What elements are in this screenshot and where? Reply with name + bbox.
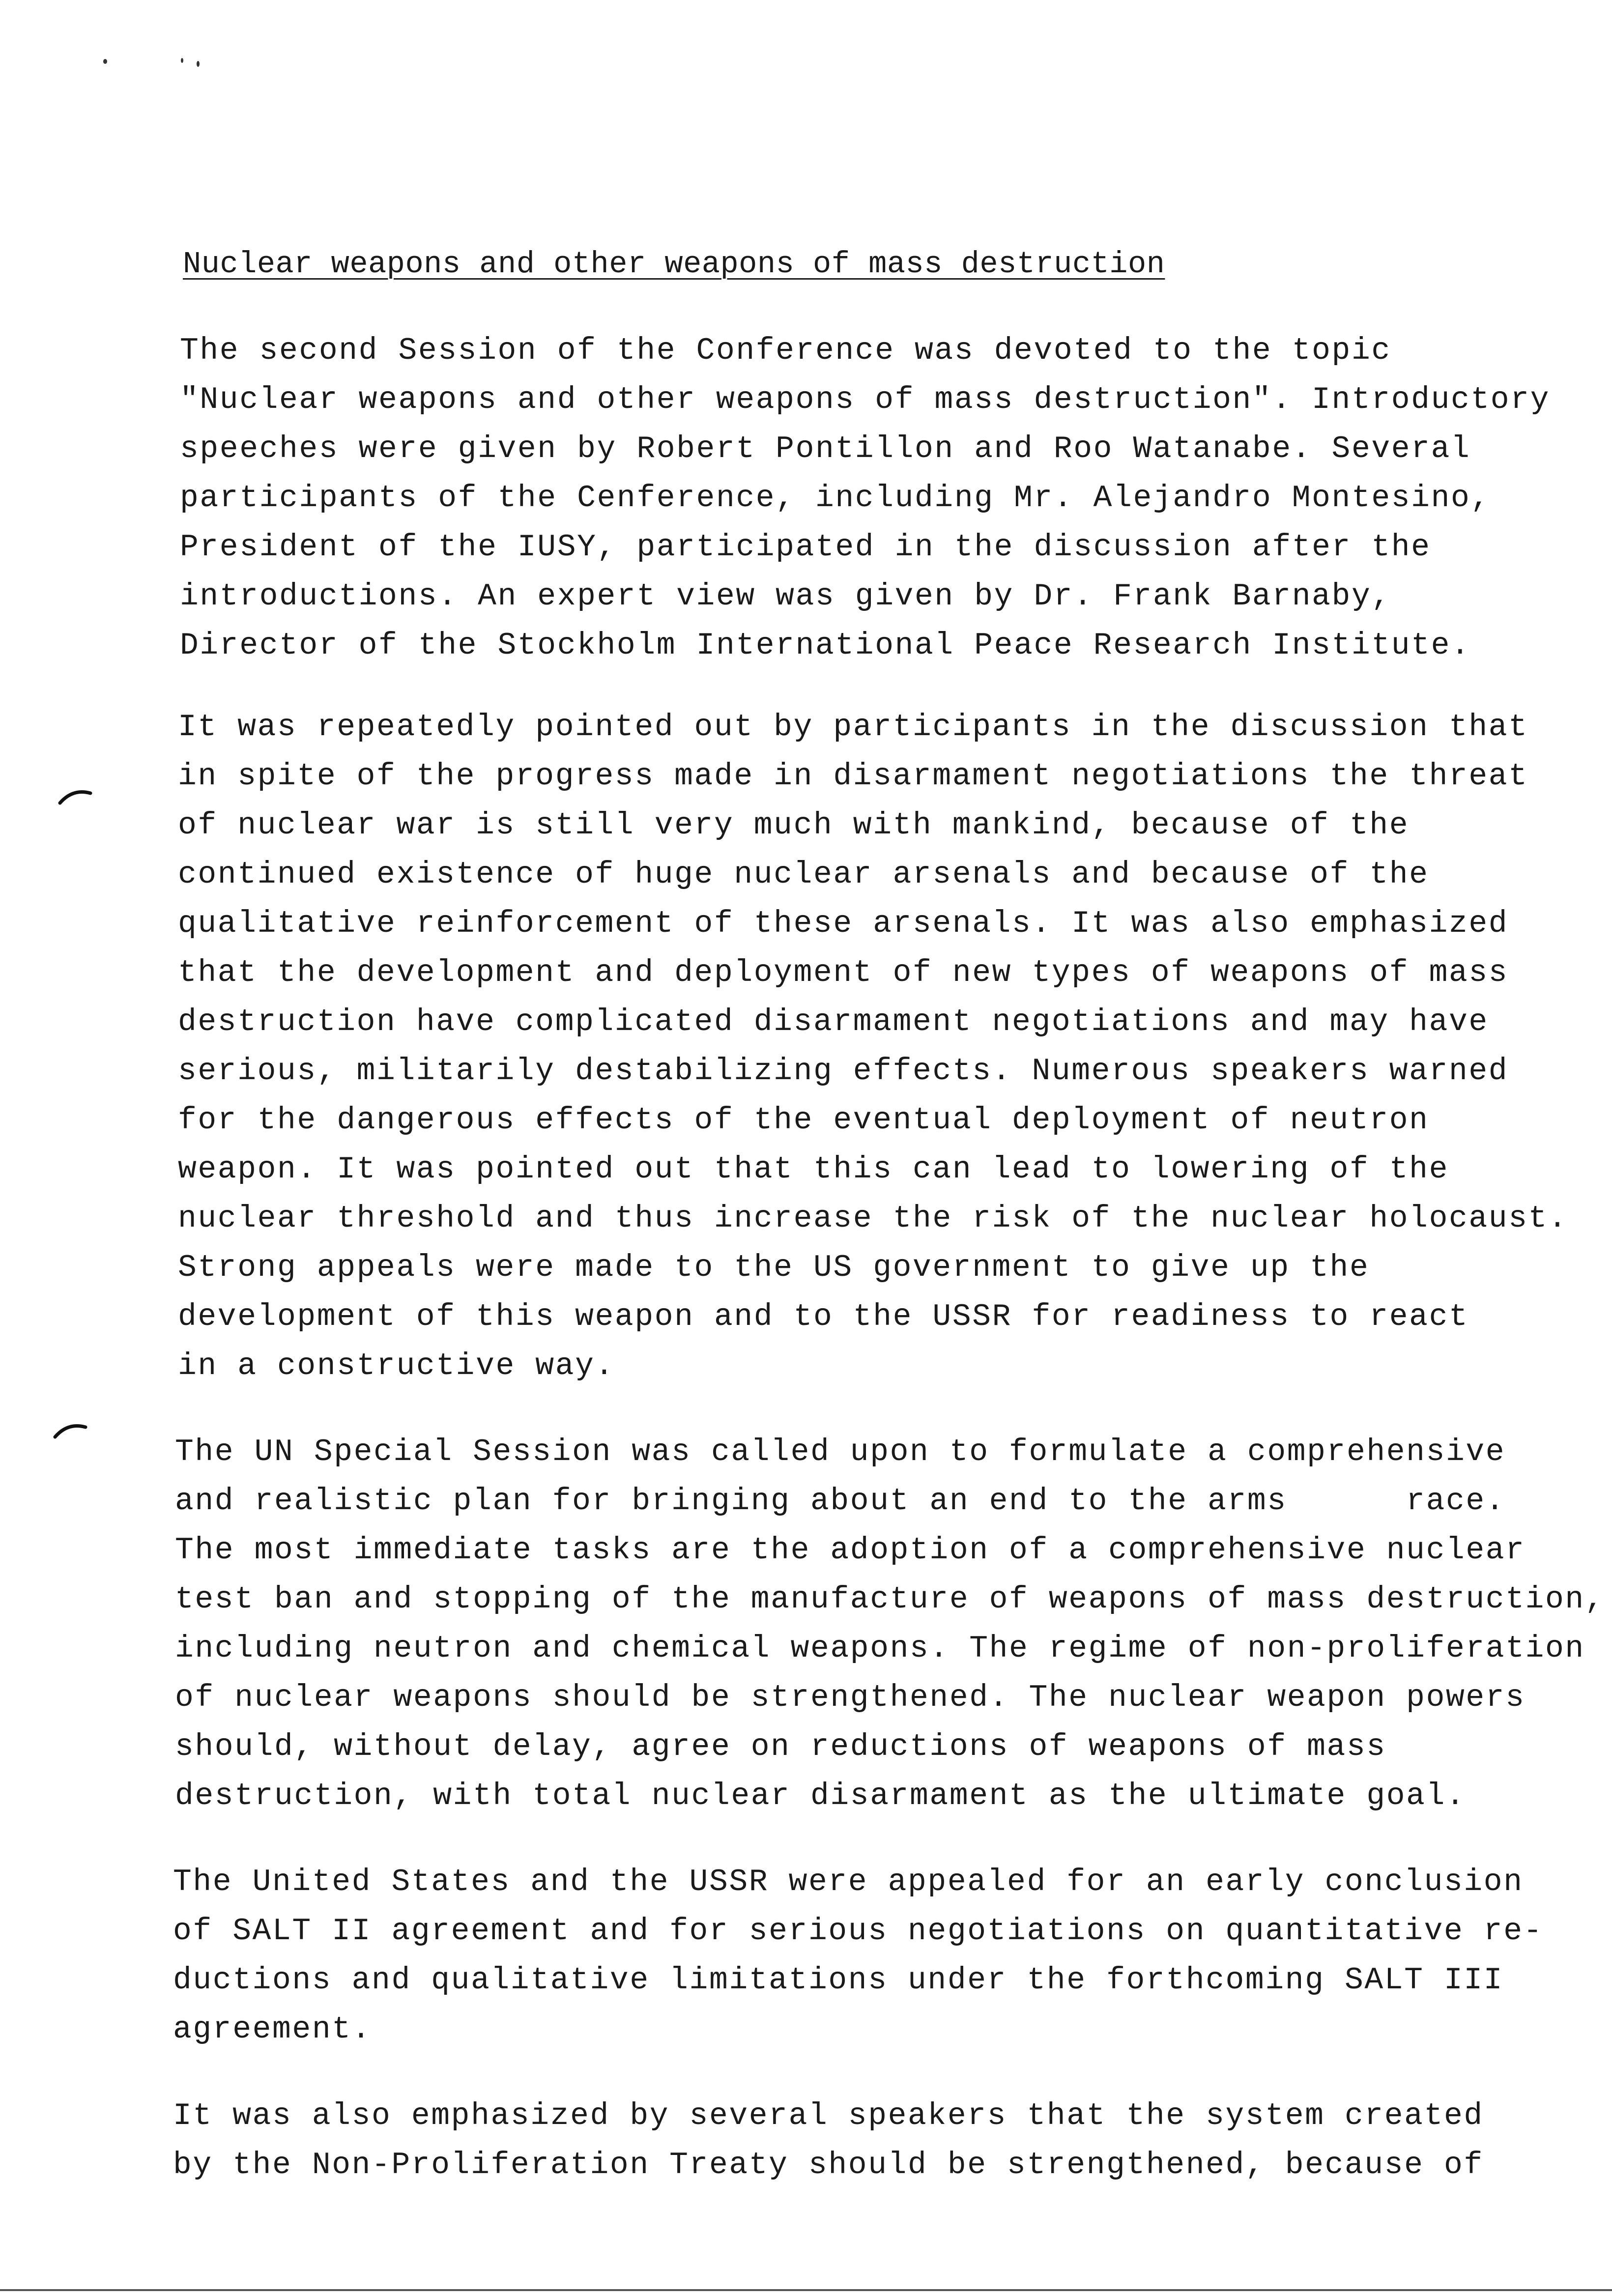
document-heading: Nuclear weapons and other weapons of mass destruction <box>183 247 1165 282</box>
text-line: qualitative reinforcement of these arsenals. It was also emphasized <box>178 906 1509 941</box>
text-line: by the Non-Proliferation Treaty should be strengthened, because of <box>173 2148 1484 2182</box>
scan-speck <box>197 61 200 67</box>
text-line: ductions and qualitative limitations under the forthcoming SALT III <box>173 1963 1504 1998</box>
text-line: serious, militarily destabilizing effects. Numerous speakers warned <box>178 1054 1509 1089</box>
paragraph-un-special-session <box>175 1428 1605 1821</box>
text-line: Strong appeals were made to the US government to give up the <box>178 1250 1370 1285</box>
text-line: and realistic plan for bringing about an end to the arms race. <box>175 1484 1506 1519</box>
text-line: of SALT II agreement and for serious negotiations on quantitative re- <box>173 1914 1544 1949</box>
text-line: test ban and stopping of the manufacture of weapons of mass destruction, <box>175 1582 1605 1617</box>
paragraph-nuclear-threat <box>178 703 1568 1391</box>
text-line: in spite of the progress made in disarmament negotiations the threat <box>178 759 1528 794</box>
text-line: speeches were given by Robert Pontillon and Roo Watanabe. Several <box>180 431 1471 466</box>
scan-speck <box>181 58 183 63</box>
margin-mark-icon <box>53 1420 87 1440</box>
paragraph-npt <box>173 2092 1484 2190</box>
paragraph-salt <box>173 1858 1543 2054</box>
text-line: The UN Special Session was called upon to formulate a comprehensive <box>175 1435 1506 1469</box>
text-line: The most immediate tasks are the adoption of a comprehensive nuclear <box>175 1533 1526 1568</box>
text-line: including neutron and chemical weapons. The regime of non-proliferation <box>175 1631 1585 1666</box>
text-line: should, without delay, agree on reductions of weapons of mass <box>175 1729 1386 1764</box>
scan-speck <box>103 59 107 64</box>
text-line: continued existence of huge nuclear arsenals and because of the <box>178 857 1429 892</box>
text-line: weapon. It was pointed out that this can lead to lowering of the <box>178 1152 1449 1187</box>
text-line: development of this weapon and to the USSR for readiness to react <box>178 1299 1469 1334</box>
page-bottom-edge <box>0 2289 1612 2291</box>
text-line: destruction have complicated disarmament negotiations and may have <box>178 1004 1489 1039</box>
text-line: for the dangerous effects of the eventual deployment of neutron <box>178 1103 1429 1138</box>
text-line: nuclear threshold and thus increase the risk of the nuclear holocaust. <box>178 1201 1568 1236</box>
text-line: The United States and the USSR were appealed for an early conclusion <box>173 1865 1524 1899</box>
paragraph-second-session <box>180 326 1550 670</box>
text-line: that the development and deployment of new types of weapons of mass <box>178 955 1509 990</box>
text-line: participants of the Cenference, including Mr. Alejandro Montesino, <box>180 481 1491 516</box>
text-line: agreement. <box>173 2012 372 2047</box>
text-line: The second Session of the Conference was devoted to the topic <box>180 333 1391 368</box>
text-line: It was repeatedly pointed out by participants in the discussion that <box>178 710 1528 745</box>
text-line: Director of the Stockholm International Peace Research Institute. <box>180 628 1471 663</box>
text-line: destruction, with total nuclear disarmament as the ultimate goal. <box>175 1779 1466 1813</box>
text-line: President of the IUSY, participated in the discussion after the <box>180 530 1431 565</box>
text-line: "Nuclear weapons and other weapons of mass destruction". Introductory <box>180 382 1551 417</box>
text-line: of nuclear war is still very much with mankind, because of the <box>178 808 1410 843</box>
text-line: introductions. An expert view was given by Dr. Frank Barnaby, <box>180 579 1391 614</box>
text-line: It was also emphasized by several speakers that the system created <box>173 2098 1484 2133</box>
text-line: of nuclear weapons should be strengthened. The nuclear weapon powers <box>175 1680 1526 1715</box>
margin-mark-icon <box>58 786 92 806</box>
text-line: in a constructive way. <box>178 1349 615 1383</box>
